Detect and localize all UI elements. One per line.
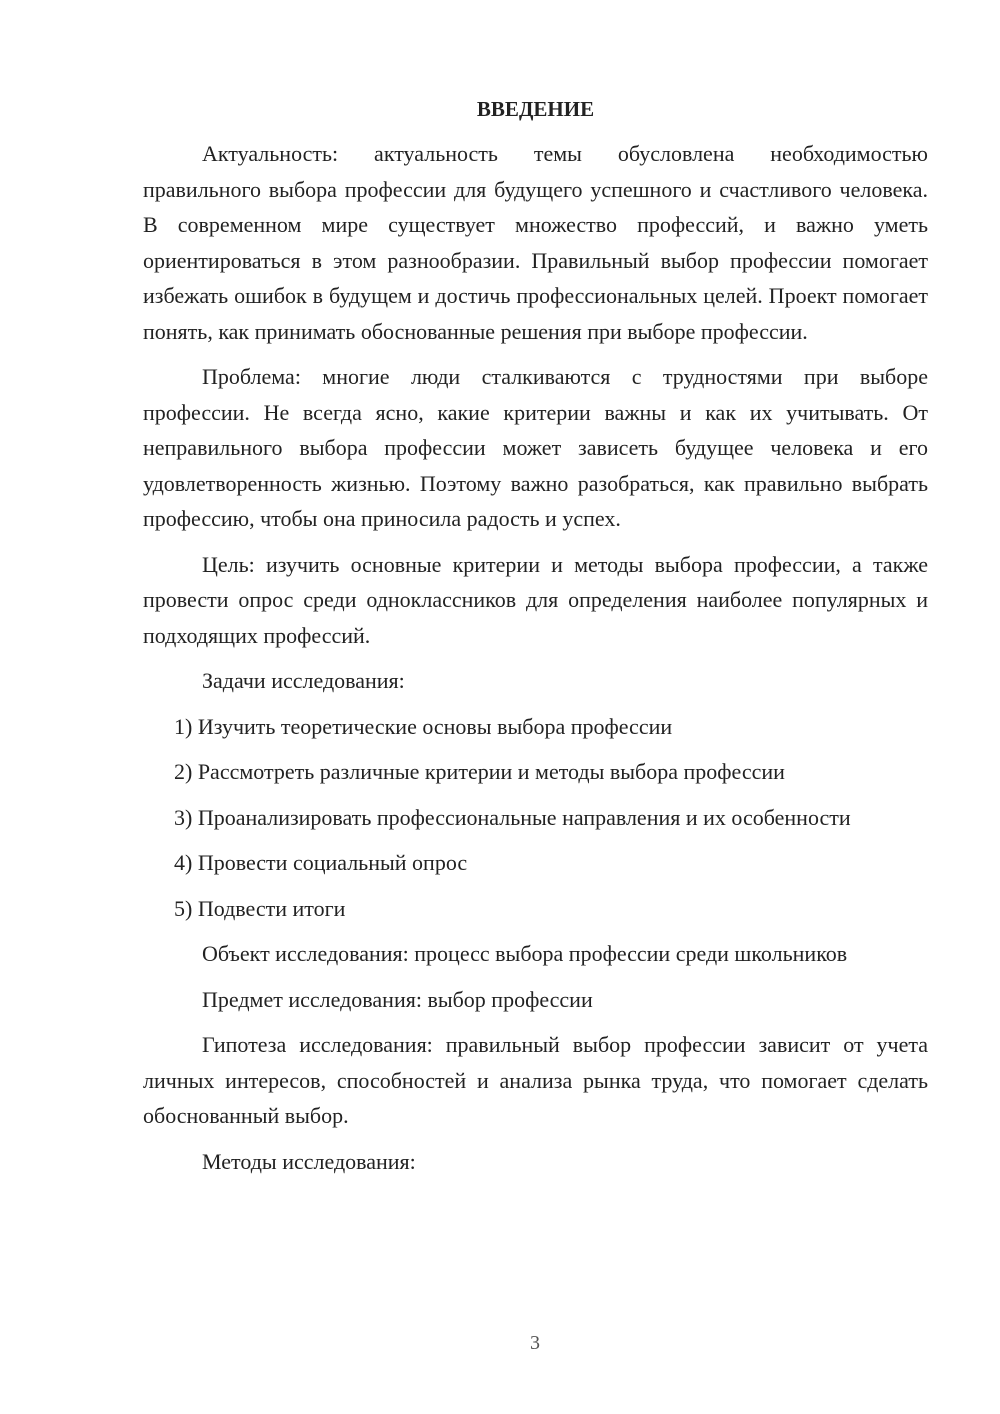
task-item-4: 4) Провести социальный опрос	[174, 850, 468, 875]
section-heading: ВВЕДЕНИЕ	[476, 97, 595, 121]
problem-paragraph: Проблема: многие люди сталкиваются с трудностями при выборе профессии. Не всегда ясно, какие критерии важны и как их учитывать. От неправильного выбора профессии может зависеть будущее человека и его удовлетворенность жизнью. Поэтому важно разобраться, как правильно выбрать профессию, чтобы она приносила радость и успех.	[143, 364, 928, 531]
page-content	[143, 94, 928, 1189]
subject-paragraph: Предмет исследования: выбор профессии	[202, 986, 593, 1012]
methods-title: Методы исследования:	[202, 1148, 416, 1174]
task-item-5: 5) Подвести итоги	[174, 895, 346, 921]
task-item-2: 2) Рассмотреть различные критерии и методы выбора профессии	[174, 759, 785, 784]
hypothesis-paragraph: Гипотеза исследования: правильный выбор профессии зависит от учета личных интересов, способностей и анализа рынка труда, что помогает сделать обоснованный выбор.	[143, 1032, 928, 1128]
page-number: 3	[530, 1332, 540, 1354]
object-paragraph: Объект исследования: процесс выбора профессии среди школьников	[202, 941, 848, 966]
task-item-1: 1) Изучить теоретические основы выбора профессии	[174, 713, 673, 739]
tasks-title: Задачи исследования:	[202, 668, 405, 693]
task-item-3: 3) Проанализировать профессиональные направления и их особенности	[174, 804, 851, 830]
goal-paragraph: Цель: изучить основные критерии и методы выбора профессии, а также провести опрос среди одноклассников для определения наиболее популярных и подходящих профессий.	[143, 551, 928, 648]
relevance-paragraph: Актуальность: актуальность темы обусловлена необходимостью правильного выбора профессии для будущего успешного и счастливого человека. В современном мире существует множество профессий, и важно уметь ориентироваться в этом разнообразии. Правильный выбор профессии помогает избежать ошибок в будущем и достичь профессиональных целей. Проект помогает понять, как принимать обоснованные решения при выборе профессии.	[143, 141, 928, 344]
